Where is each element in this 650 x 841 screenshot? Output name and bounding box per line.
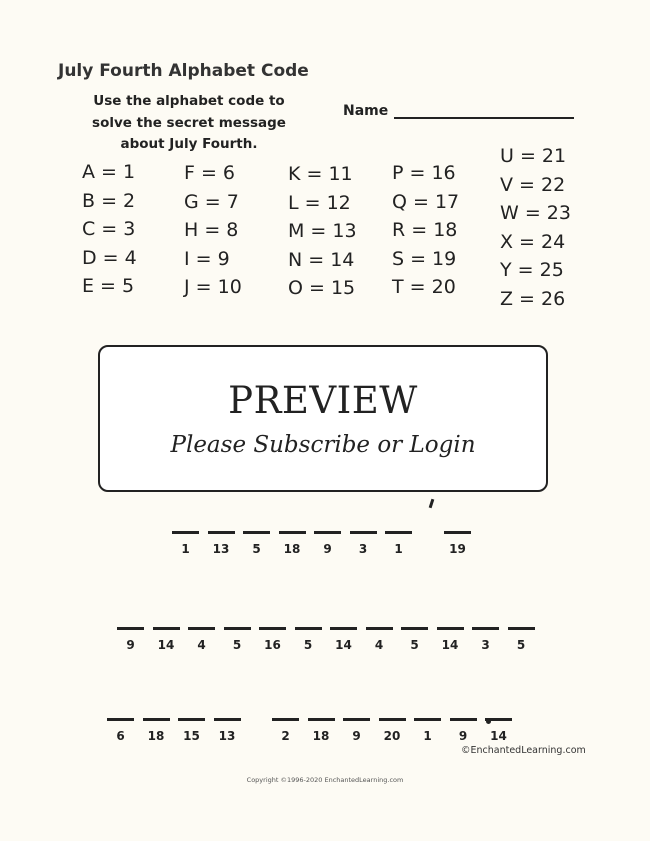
code-number: 20 — [383, 729, 401, 743]
letter-blank[interactable] — [508, 627, 535, 652]
blank-line — [178, 718, 205, 721]
apostrophe-mark — [429, 499, 435, 508]
letter-blank[interactable] — [295, 627, 322, 652]
instructions — [86, 91, 292, 156]
code-entry: Z = 26 — [500, 287, 566, 310]
blank-line — [153, 627, 180, 630]
code-number: 5 — [410, 638, 419, 652]
letter-blank[interactable] — [314, 531, 341, 556]
code-number: 18 — [312, 729, 330, 743]
code-entry: T = 20 — [392, 276, 456, 299]
code-number: 19 — [449, 542, 466, 556]
code-number: 14 — [441, 638, 459, 652]
code-entry: C = 3 — [82, 218, 136, 241]
letter-blank[interactable] — [437, 627, 464, 652]
period-mark — [486, 719, 491, 724]
blank-line — [444, 531, 471, 534]
code-number: 3 — [481, 638, 490, 652]
letter-blank[interactable] — [117, 627, 144, 652]
blank-line — [366, 627, 393, 630]
blank-line — [224, 627, 251, 630]
name-blank-line[interactable] — [394, 102, 574, 119]
code-entry: X = 24 — [500, 230, 566, 253]
code-entry: M = 13 — [288, 220, 357, 243]
letter-blank[interactable] — [330, 627, 357, 652]
letter-blank[interactable] — [143, 718, 170, 743]
blank-line — [208, 531, 235, 534]
code-entry: R = 18 — [392, 219, 458, 242]
letter-blank[interactable] — [107, 718, 134, 743]
code-entry: A = 1 — [82, 161, 136, 183]
blank-line — [279, 531, 306, 534]
code-number: 15 — [183, 729, 200, 743]
code-number: 14 — [490, 729, 507, 743]
blank-line — [414, 718, 441, 721]
worksheet-title: July Fourth Alphabet Code — [58, 61, 309, 81]
letter-blank[interactable] — [444, 531, 471, 556]
copyright-notice: Copyright ©1996-2020 EnchantedLearning.com — [246, 776, 404, 784]
code-number: 14 — [335, 638, 352, 652]
letter-blank[interactable] — [343, 718, 370, 743]
code-number: 5 — [303, 638, 313, 652]
code-entry: G = 7 — [184, 190, 239, 213]
letter-blank[interactable] — [379, 718, 406, 743]
code-number: 18 — [147, 729, 165, 743]
code-number: 1 — [181, 542, 190, 556]
blank-line — [330, 627, 357, 630]
blank-line — [314, 531, 341, 534]
code-entry: L = 12 — [288, 191, 351, 214]
letter-blank[interactable] — [366, 627, 393, 652]
code-number: 9 — [458, 729, 468, 743]
blank-line — [143, 718, 170, 721]
code-column-a-e — [82, 158, 137, 301]
letter-blank[interactable] — [472, 627, 499, 652]
blank-line — [472, 627, 499, 630]
code-entry: I = 9 — [184, 247, 230, 270]
subscribe-login-link[interactable]: Please Subscribe or Login — [170, 432, 476, 458]
letter-blank[interactable] — [243, 531, 270, 556]
code-entry: J = 10 — [184, 276, 242, 299]
code-number: 9 — [323, 542, 332, 556]
code-number: 13 — [218, 729, 236, 743]
instruction-line: about July Fourth. — [120, 136, 258, 152]
code-number: 13 — [212, 542, 230, 556]
code-entry: K = 11 — [288, 163, 353, 185]
letter-blank[interactable] — [188, 627, 215, 652]
code-number: 14 — [157, 638, 175, 652]
code-number: 9 — [126, 638, 135, 652]
blank-line — [259, 627, 286, 630]
code-entry: S = 19 — [392, 247, 457, 270]
code-number: 5 — [252, 542, 261, 556]
code-entry: N = 14 — [288, 248, 355, 271]
blank-line — [450, 718, 477, 721]
instruction-line: Use the alphabet code to — [93, 93, 285, 109]
preview-title: PREVIEW — [228, 379, 418, 422]
code-number: 2 — [281, 729, 290, 743]
blank-line — [350, 531, 377, 534]
blank-line — [508, 627, 535, 630]
name-field — [343, 102, 574, 119]
letter-blank[interactable] — [272, 718, 299, 743]
code-number: 4 — [197, 638, 206, 652]
letter-blank[interactable] — [259, 627, 286, 652]
letter-blank[interactable] — [214, 718, 241, 743]
code-entry: W = 23 — [500, 202, 571, 225]
name-label: Name — [343, 103, 389, 119]
blank-line — [308, 718, 335, 721]
code-number: 5 — [516, 638, 526, 652]
letter-blank[interactable] — [172, 531, 199, 556]
code-entry: O = 15 — [288, 277, 356, 300]
code-entry: Q = 17 — [392, 190, 460, 213]
blank-line — [437, 627, 464, 630]
code-entry: P = 16 — [392, 162, 456, 184]
letter-blank[interactable] — [385, 531, 412, 556]
letter-blank[interactable] — [178, 718, 205, 743]
blank-line — [172, 531, 199, 534]
code-entry: E = 5 — [82, 275, 135, 298]
letter-blank[interactable] — [308, 718, 335, 743]
code-number: 5 — [232, 638, 242, 652]
blank-line — [379, 718, 406, 721]
letter-blank[interactable] — [450, 718, 477, 743]
code-number: 18 — [283, 542, 301, 556]
letter-blank[interactable] — [153, 627, 180, 652]
code-entry: U = 21 — [500, 145, 567, 167]
preview-overlay[interactable] — [98, 345, 548, 492]
blank-line — [385, 531, 412, 534]
instruction-line: solve the secret message — [92, 114, 286, 131]
blank-line — [107, 718, 134, 721]
letter-blank[interactable] — [279, 531, 306, 556]
letter-blank[interactable] — [224, 627, 251, 652]
code-entry: B = 2 — [82, 189, 136, 212]
blank-line — [188, 627, 215, 630]
blank-line — [214, 718, 241, 721]
code-column-f-j — [184, 159, 242, 302]
code-number: 1 — [423, 729, 432, 743]
code-number: 16 — [264, 638, 281, 652]
code-number: 4 — [374, 638, 384, 652]
code-number: 1 — [394, 542, 403, 556]
letter-blank[interactable] — [208, 531, 235, 556]
code-number: 3 — [358, 542, 368, 556]
letter-blank[interactable] — [414, 718, 441, 743]
blank-line — [117, 627, 144, 630]
blank-line — [272, 718, 299, 721]
code-entry: D = 4 — [82, 246, 137, 269]
blank-line — [243, 531, 270, 534]
code-entry: F = 6 — [184, 162, 236, 184]
blank-line — [343, 718, 370, 721]
code-column-k-o — [288, 160, 357, 303]
enchanted-learning-credit: ©EnchantedLearning.com — [461, 745, 586, 756]
blank-line — [401, 627, 428, 630]
code-entry: H = 8 — [184, 219, 239, 242]
blank-line — [295, 627, 322, 630]
code-number: 9 — [352, 729, 361, 743]
code-column-p-t — [392, 159, 459, 302]
code-entry: Y = 25 — [500, 259, 564, 282]
letter-blank[interactable] — [401, 627, 428, 652]
code-entry: V = 22 — [500, 173, 566, 196]
code-number: 6 — [116, 729, 125, 743]
letter-blank[interactable] — [350, 531, 377, 556]
code-column-u-z — [500, 142, 571, 314]
